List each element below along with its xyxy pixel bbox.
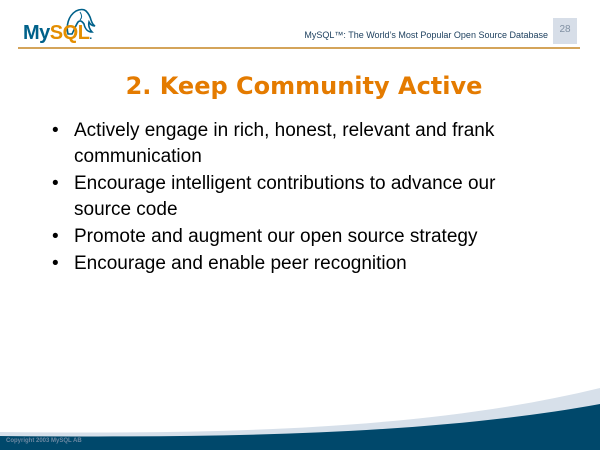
mysql-logo <box>22 6 102 48</box>
bullet-text: Encourage and enable peer recognition <box>74 253 407 274</box>
bullet-marker: • <box>52 173 59 194</box>
bullet-marker: • <box>52 120 59 141</box>
bullet-item <box>46 118 546 170</box>
page-number: 28 <box>553 18 577 44</box>
footer-swoosh <box>0 380 600 450</box>
logo-wordmark <box>23 22 92 45</box>
logo-my-text: My <box>23 22 50 44</box>
bullet-marker: • <box>52 253 59 274</box>
bullet-marker: • <box>52 226 59 247</box>
bullet-text: Promote and augment our open source strategy <box>74 226 478 247</box>
copyright-text: Copyright 2003 MySQL AB <box>6 438 82 444</box>
header-divider <box>18 47 580 49</box>
logo-sql-text: SQL <box>49 22 90 44</box>
header-tagline: MySQL™: The World’s Most Popular Open Source Database <box>304 30 548 40</box>
bullet-text: Actively engage in rich, honest, relevant and frank communication <box>74 120 495 167</box>
bullet-item <box>46 171 546 223</box>
bullet-list <box>46 118 546 278</box>
bullet-item <box>46 251 546 277</box>
slide-title: 2. Keep Community Active <box>125 72 483 100</box>
bullet-text: Encourage intelligent contributions to advance our source code <box>74 173 496 220</box>
logo-trademark: . <box>89 31 92 42</box>
bullet-item <box>46 224 546 250</box>
